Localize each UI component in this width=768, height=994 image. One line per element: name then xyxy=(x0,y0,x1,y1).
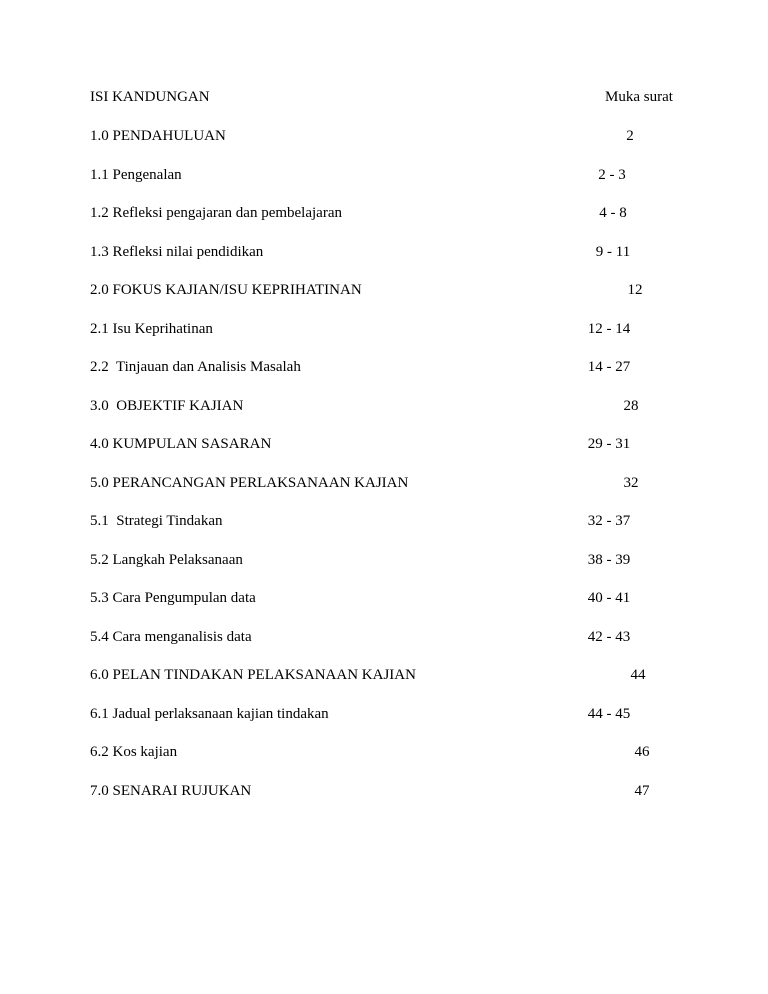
toc-entry-page: 44 xyxy=(630,667,646,683)
toc-entry-page: 46 xyxy=(634,744,650,760)
toc-entry xyxy=(90,706,690,745)
toc-entry xyxy=(90,436,690,475)
toc-entry-page: 40 - 41 xyxy=(587,590,631,606)
toc-entry-title: 1.3 Refleksi nilai pendidikan xyxy=(90,243,264,260)
page-column-header: Muka surat xyxy=(605,89,673,105)
toc-entry xyxy=(90,552,690,591)
toc-entry-page: 12 xyxy=(627,282,643,298)
toc-entry-title: 6.1 Jadual perlaksanaan kajian tindakan xyxy=(90,705,329,722)
toc-entry-page: 42 - 43 xyxy=(587,628,631,645)
toc-entry-title: 6.0 PELAN TINDAKAN PELAKSANAAN KAJIAN xyxy=(90,667,416,683)
toc-entry-page: 29 - 31 xyxy=(587,436,631,452)
toc-entry-title: 6.2 Kos kajian xyxy=(90,744,178,760)
toc-entry-page: 9 - 11 xyxy=(595,243,631,260)
toc-entry xyxy=(90,205,690,244)
toc-title: ISI KANDUNGAN xyxy=(90,89,210,105)
toc-entry-title: 4.0 KUMPULAN SASARAN xyxy=(90,436,272,452)
toc-entry-title: 3.0 OBJEKTIF KAJIAN xyxy=(90,397,244,414)
toc-entry-title: 5.1 Strategi Tindakan xyxy=(90,513,223,529)
toc-entry-page: 2 - 3 xyxy=(598,166,626,183)
toc-entry xyxy=(90,128,690,167)
toc-entry-title: 5.0 PERANCANGAN PERLAKSANAAN KAJIAN xyxy=(90,474,409,491)
toc-entry xyxy=(90,359,690,398)
toc-entry xyxy=(90,783,690,822)
toc-entry-page: 44 - 45 xyxy=(587,705,631,722)
toc-entry-page: 38 - 39 xyxy=(587,551,631,568)
toc-entry-title: 5.2 Langkah Pelaksanaan xyxy=(90,551,243,568)
toc-entry xyxy=(90,667,690,706)
toc-entry-page: 14 - 27 xyxy=(587,359,631,375)
toc-entry-page: 32 xyxy=(623,474,639,491)
toc-entry-title: 1.1 Pengenalan xyxy=(90,166,182,183)
toc-entry-page: 12 - 14 xyxy=(587,320,631,337)
toc-entry xyxy=(90,475,690,514)
toc-header xyxy=(90,89,690,109)
toc-entry-title: 2.2 Tinjauan dan Analisis Masalah xyxy=(90,359,301,375)
toc-entry-page: 4 - 8 xyxy=(599,205,627,221)
toc-entry xyxy=(90,744,690,783)
toc-entry-title: 5.3 Cara Pengumpulan data xyxy=(90,590,256,606)
toc-entry-title: 5.4 Cara menganalisis data xyxy=(90,628,252,645)
toc-entry-title: 1.0 PENDAHULUAN xyxy=(90,128,226,144)
toc-entry-page: 32 - 37 xyxy=(587,513,631,529)
toc-entry-title: 7.0 SENARAI RUJUKAN xyxy=(90,782,252,799)
toc-entry-page: 47 xyxy=(634,782,650,799)
toc-entry xyxy=(90,590,690,629)
toc-entry-title: 2.1 Isu Keprihatinan xyxy=(90,320,213,337)
toc-entry xyxy=(90,244,690,283)
toc-entry-page: 2 xyxy=(626,128,634,144)
toc-entry xyxy=(90,167,690,206)
toc-entry xyxy=(90,513,690,552)
toc-entry xyxy=(90,398,690,437)
toc-entry xyxy=(90,629,690,668)
toc-list xyxy=(90,128,690,821)
toc-entry xyxy=(90,282,690,321)
toc-entry-title: 1.2 Refleksi pengajaran dan pembelajaran xyxy=(90,205,342,221)
toc-entry xyxy=(90,321,690,360)
toc-entry-title: 2.0 FOKUS KAJIAN/ISU KEPRIHATINAN xyxy=(90,282,362,298)
toc-entry-page: 28 xyxy=(623,397,639,414)
